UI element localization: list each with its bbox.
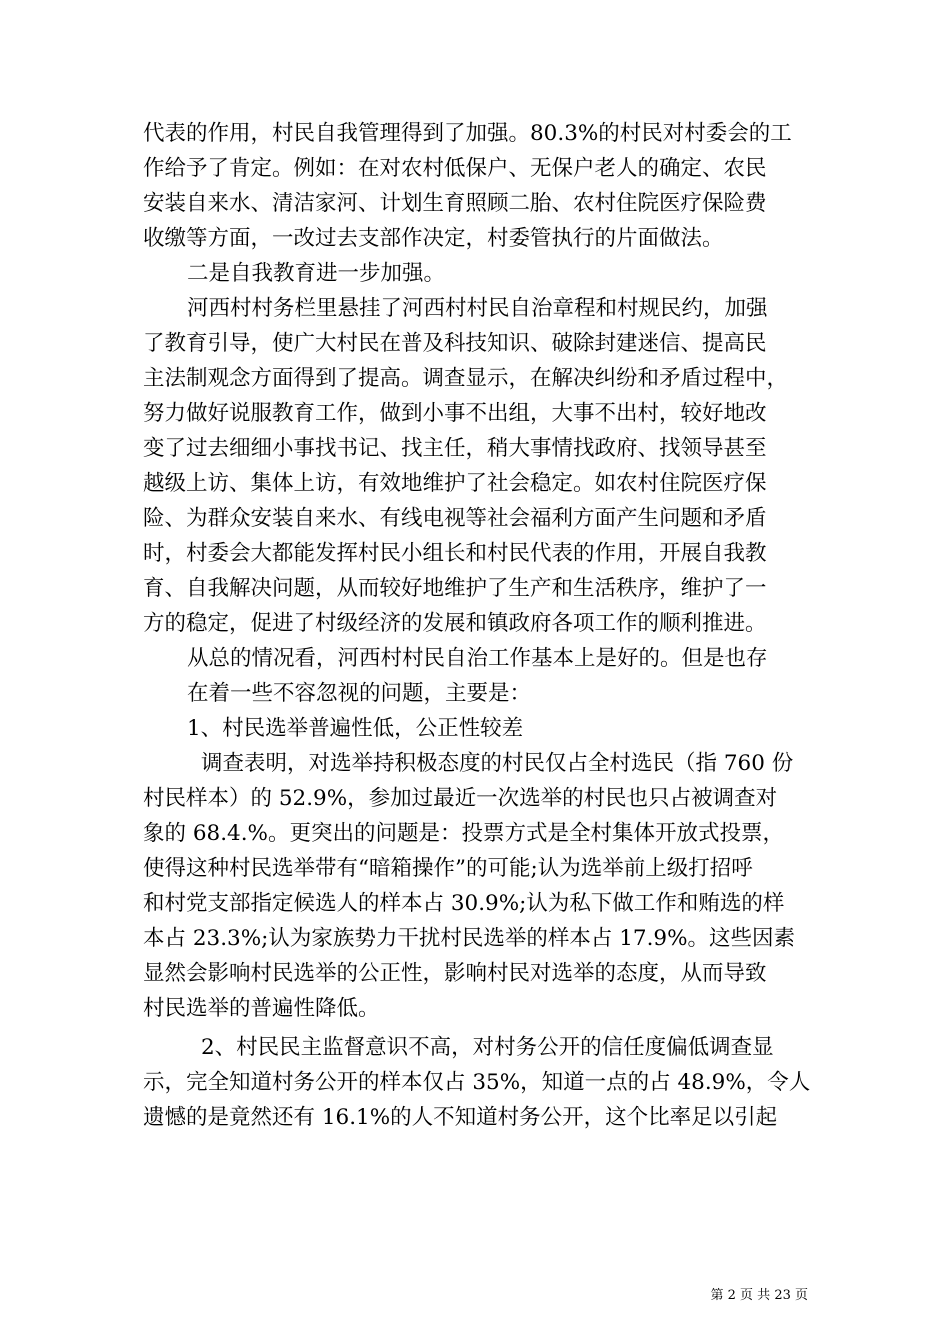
text-line: 显然会影响村民选举的公正性，影响村民对选举的态度，从而导致 bbox=[143, 961, 767, 986]
section-heading: 2、村民民主监督意识不高，对村务公开的信任度偏低调查显 bbox=[201, 1035, 774, 1060]
text-line: 险、为群众安装自来水、有线电视等社会福利方面产生问题和矛盾 bbox=[143, 506, 767, 531]
text-line: 和村党支部指定候选人的样本占 30.9%;认为私下做工作和贿选的样 bbox=[143, 891, 785, 916]
text-line: 使得这种村民选举带有“暗箱操作”的可能;认为选举前上级打招呼 bbox=[143, 856, 753, 881]
text-line: 象的 68.4.%。更突出的问题是：投票方式是全村集体开放式投票， bbox=[143, 821, 784, 846]
text-line: 示，完全知道村务公开的样本仅占 35%，知道一点的占 48.9%，令人 bbox=[143, 1070, 811, 1095]
document-body bbox=[143, 116, 811, 1135]
text-line: 调查表明，对选举持积极态度的村民仅占全村选民（指 760 份 bbox=[201, 751, 794, 776]
text-line: 遗憾的是竟然还有 16.1%的人不知道村务公开，这个比率足以引起 bbox=[143, 1105, 778, 1130]
text-line: 作给予了肯定。例如：在对农村低保户、无保户老人的确定、农民 bbox=[143, 156, 767, 181]
section-heading: 1、村民选举普遍性低，公正性较差 bbox=[187, 716, 524, 741]
section-heading: 二是自我教育进一步加强。 bbox=[187, 261, 446, 286]
text-line: 方的稳定，促进了村级经济的发展和镇政府各项工作的顺利推进。 bbox=[143, 611, 767, 636]
text-line: 安装自来水、清洁家河、计划生育照顾二胎、农村住院医疗保险费 bbox=[143, 191, 767, 216]
text-line: 村民选举的普遍性降低。 bbox=[143, 996, 380, 1021]
text-line: 变了过去细细小事找书记、找主任，稍大事情找政府、找领导甚至 bbox=[143, 436, 767, 461]
text-line: 在着一些不容忽视的问题，主要是： bbox=[187, 681, 532, 706]
text-line: 了教育引导，使广大村民在普及科技知识、破除封建迷信、提高民 bbox=[143, 331, 767, 356]
page-number-footer: 第 2 页 共 23 页 bbox=[710, 1288, 808, 1303]
text-line: 河西村村务栏里悬挂了河西村村民自治章程和村规民约，加强 bbox=[187, 296, 768, 321]
text-line: 从总的情况看，河西村村民自治工作基本上是好的。但是也存 bbox=[187, 646, 768, 671]
text-line: 收缴等方面，一改过去支部作决定，村委管执行的片面做法。 bbox=[143, 226, 724, 251]
text-line: 努力做好说服教育工作，做到小事不出组，大事不出村，较好地改 bbox=[143, 401, 767, 426]
text-line: 主法制观念方面得到了提高。调查显示，在解决纠纷和矛盾过程中， bbox=[143, 366, 789, 391]
text-line: 代表的作用，村民自我管理得到了加强。80.3%的村民对村委会的工 bbox=[143, 121, 792, 146]
text-line: 本占 23.3%;认为家族势力干扰村民选举的样本占 17.9%。这些因素 bbox=[143, 926, 796, 951]
text-line: 村民样本）的 52.9%，参加过最近一次选举的村民也只占被调查对 bbox=[143, 786, 778, 811]
text-line: 育、自我解决问题，从而较好地维护了生产和生活秩序，维护了一 bbox=[143, 576, 767, 601]
text-line: 时，村委会大都能发挥村民小组长和村民代表的作用，开展自我教 bbox=[143, 541, 767, 566]
text-line: 越级上访、集体上访，有效地维护了社会稳定。如农村住院医疗保 bbox=[143, 471, 767, 496]
